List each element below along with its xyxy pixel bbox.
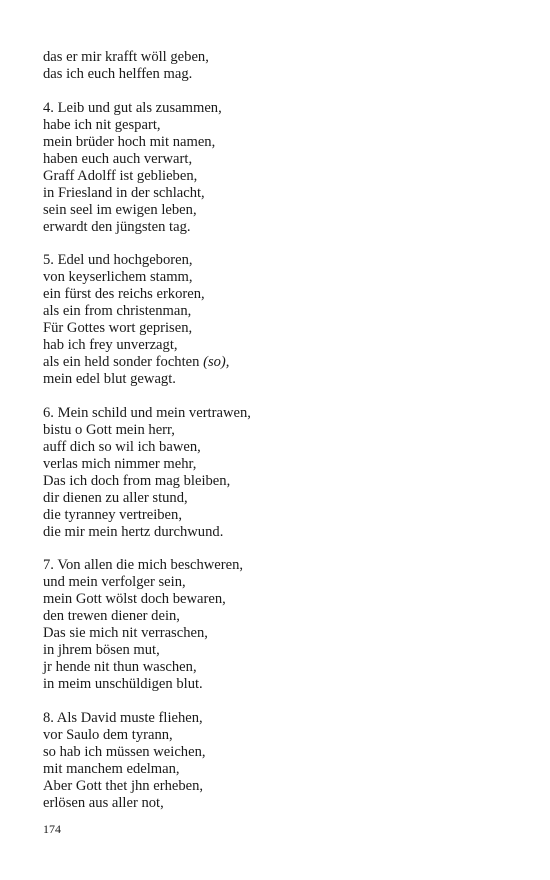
poem-line-text: als ein from christenman, xyxy=(43,303,192,319)
poem-line-text: die mir mein hertz durchwund. xyxy=(43,523,224,540)
poem-line xyxy=(43,252,251,269)
poem-line-text: erwardt den jüngsten tag. xyxy=(43,218,191,235)
poem-line-text: von keyserlichem stamm, xyxy=(43,269,193,285)
poem-line xyxy=(43,507,251,524)
poem-line xyxy=(43,456,251,473)
poem-line-text: bistu o Gott mein herr, xyxy=(43,421,175,438)
poem-line-text: hab ich frey unverzagt, xyxy=(43,337,178,353)
poem-line-text: und mein verfolger sein, xyxy=(43,574,186,590)
stanza xyxy=(43,405,251,541)
stanza xyxy=(43,710,251,812)
poem-line-text: verlas mich nimmer mehr, xyxy=(43,455,197,472)
poem-line-text: die tyranney vertreiben, xyxy=(43,506,182,523)
stanza xyxy=(43,252,251,388)
poem-text xyxy=(43,49,251,828)
stanza xyxy=(43,49,251,83)
poem-line-text: das ich euch helffen mag. xyxy=(43,66,193,82)
poem-line-text: erlösen aus aller not, xyxy=(43,794,164,811)
page-number: 174 xyxy=(43,822,61,836)
poem-line-text: Das ich doch from mag bleiben, xyxy=(43,472,231,489)
poem-line xyxy=(43,557,251,574)
stanza xyxy=(43,557,251,693)
poem-line xyxy=(43,727,251,744)
poem-line-text: mein edel blut gewagt. xyxy=(43,371,176,387)
poem-line xyxy=(43,202,251,219)
poem-line xyxy=(43,303,251,320)
poem-line xyxy=(43,778,251,795)
poem-line xyxy=(43,422,251,439)
poem-line-text: in jhrem bösen mut, xyxy=(43,642,160,658)
poem-line-text: das er mir krafft wöll geben, xyxy=(43,49,209,65)
poem-line xyxy=(43,117,251,134)
poem-line xyxy=(43,676,251,693)
poem-line xyxy=(43,337,251,354)
editorial-note: (so), xyxy=(203,354,230,370)
poem-line xyxy=(43,761,251,778)
poem-line-text: so hab ich müssen weichen, xyxy=(43,743,206,760)
poem-line xyxy=(43,625,251,642)
poem-line-text: jr hende nit thun waschen, xyxy=(43,659,197,675)
poem-line-text: in meim unschüldigen blut. xyxy=(43,676,203,692)
poem-line-text: dir dienen zu aller stund, xyxy=(43,489,188,506)
poem-line-text: den trewen diener dein, xyxy=(43,608,180,624)
poem-line xyxy=(43,524,251,541)
poem-line xyxy=(43,710,251,727)
poem-line xyxy=(43,354,251,371)
poem-line-text: Das sie mich nit verraschen, xyxy=(43,625,208,641)
poem-line xyxy=(43,642,251,659)
poem-line-text: habe ich nit gespart, xyxy=(43,116,161,133)
poem-line xyxy=(43,439,251,456)
poem-line xyxy=(43,134,251,151)
poem-line-text: mit manchem edelman, xyxy=(43,760,180,777)
poem-line-text: Aber Gott thet jhn erheben, xyxy=(43,777,204,794)
poem-line-text: 7. Von allen die mich beschweren, xyxy=(43,557,244,573)
poem-line xyxy=(43,320,251,337)
poem-line xyxy=(43,574,251,591)
poem-line-text: vor Saulo dem tyrann, xyxy=(43,726,173,743)
stanza xyxy=(43,100,251,236)
poem-line xyxy=(43,490,251,507)
poem-line xyxy=(43,269,251,286)
poem-line-text: 4. Leib und gut als zusammen, xyxy=(43,99,222,116)
poem-line-text: sein seel im ewigen leben, xyxy=(43,201,197,218)
poem-line-text: 5. Edel und hochgeboren, xyxy=(43,252,193,268)
poem-line xyxy=(43,185,251,202)
poem-line xyxy=(43,66,251,83)
poem-line xyxy=(43,286,251,303)
poem-line xyxy=(43,371,251,388)
poem-line-text: auff dich so wil ich bawen, xyxy=(43,438,201,455)
poem-line xyxy=(43,100,251,117)
poem-line-text: als ein held sonder fochten xyxy=(43,354,204,370)
poem-line xyxy=(43,795,251,812)
poem-line-text: Für Gottes wort geprisen, xyxy=(43,320,193,336)
poem-line xyxy=(43,659,251,676)
poem-line xyxy=(43,744,251,761)
poem-line xyxy=(43,608,251,625)
poem-line xyxy=(43,405,251,422)
poem-line-text: ein fürst des reichs erkoren, xyxy=(43,286,205,302)
poem-line-text: 6. Mein schild und mein vertrawen, xyxy=(43,404,251,421)
poem-line-text: in Friesland in der schlacht, xyxy=(43,184,205,201)
poem-line xyxy=(43,49,251,66)
poem-line xyxy=(43,168,251,185)
poem-line-text: mein Gott wölst doch bewaren, xyxy=(43,591,226,607)
poem-line xyxy=(43,591,251,608)
poem-line-text: Graff Adolff ist geblieben, xyxy=(43,167,198,184)
poem-line xyxy=(43,473,251,490)
poem-line-text: mein brüder hoch mit namen, xyxy=(43,133,216,150)
poem-line-text: haben euch auch verwart, xyxy=(43,150,193,167)
poem-line-text: 8. Als David muste fliehen, xyxy=(43,709,203,726)
poem-line xyxy=(43,151,251,168)
poem-line xyxy=(43,219,251,236)
